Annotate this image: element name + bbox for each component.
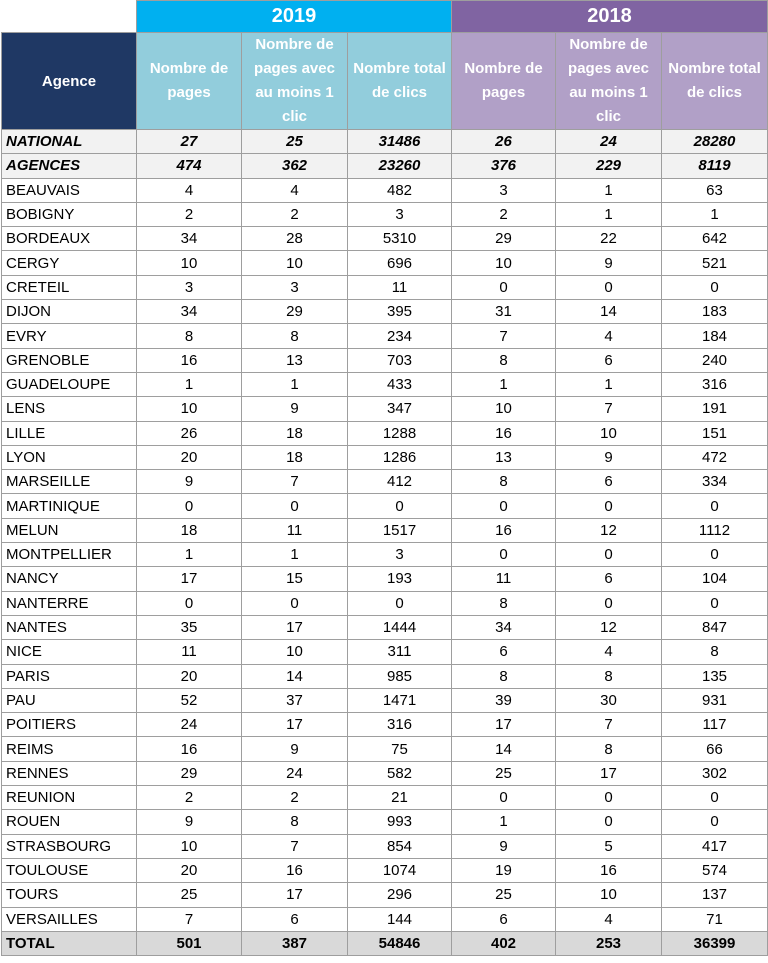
table-row — [2, 664, 768, 688]
table-row — [2, 178, 768, 202]
value-cell: 8 — [452, 591, 556, 615]
summary-row — [2, 154, 768, 178]
col-2019-nb-pages: Nombre de pages — [137, 33, 242, 130]
value-cell: 412 — [348, 470, 452, 494]
table-row — [2, 494, 768, 518]
value-cell: 334 — [662, 470, 768, 494]
agency-name: NANTERRE — [2, 591, 137, 615]
value-cell: 11 — [348, 275, 452, 299]
table-row — [2, 567, 768, 591]
value-cell: 347 — [348, 397, 452, 421]
value-cell: 7 — [242, 834, 348, 858]
table-row — [2, 883, 768, 907]
table-row — [2, 713, 768, 737]
agency-name: MARTINIQUE — [2, 494, 137, 518]
value-cell: 0 — [452, 786, 556, 810]
value-cell: 2 — [137, 202, 242, 226]
value-cell: 0 — [556, 591, 662, 615]
value-cell: 35 — [137, 615, 242, 639]
value-cell: 10 — [137, 251, 242, 275]
value-cell: 296 — [348, 883, 452, 907]
agency-name: MARSEILLE — [2, 470, 137, 494]
value-cell: 21 — [348, 786, 452, 810]
agency-name: EVRY — [2, 324, 137, 348]
value-cell: 10 — [452, 251, 556, 275]
table-row — [2, 324, 768, 348]
year-2019-header: 2019 — [137, 1, 452, 33]
value-cell: 22 — [556, 227, 662, 251]
value-cell: 1 — [662, 202, 768, 226]
value-cell: 395 — [348, 300, 452, 324]
table-row — [2, 202, 768, 226]
value-cell: 985 — [348, 664, 452, 688]
value-cell: 27 — [137, 130, 242, 154]
value-cell: 521 — [662, 251, 768, 275]
value-cell: 6 — [556, 567, 662, 591]
value-cell: 117 — [662, 713, 768, 737]
value-cell: 993 — [348, 810, 452, 834]
value-cell: 7 — [452, 324, 556, 348]
agency-name: BEAUVAIS — [2, 178, 137, 202]
agency-name: DIJON — [2, 300, 137, 324]
col-2019-nb-pages-clic: Nombre de pages avec au moins 1 clic — [242, 33, 348, 130]
value-cell: 52 — [137, 688, 242, 712]
value-cell: 474 — [137, 154, 242, 178]
value-cell: 0 — [662, 591, 768, 615]
value-cell: 16 — [137, 737, 242, 761]
value-cell: 2 — [242, 202, 348, 226]
value-cell: 3 — [452, 178, 556, 202]
value-cell: 14 — [556, 300, 662, 324]
value-cell: 15 — [242, 567, 348, 591]
table-row — [2, 591, 768, 615]
value-cell: 0 — [662, 494, 768, 518]
value-cell: 1 — [137, 543, 242, 567]
value-cell: 28 — [242, 227, 348, 251]
value-cell: 26 — [452, 130, 556, 154]
value-cell: 31486 — [348, 130, 452, 154]
value-cell: 0 — [348, 591, 452, 615]
value-cell: 5310 — [348, 227, 452, 251]
table-row — [2, 615, 768, 639]
value-cell: 8 — [242, 324, 348, 348]
table-row — [2, 761, 768, 785]
value-cell: 642 — [662, 227, 768, 251]
value-cell: 703 — [348, 348, 452, 372]
value-cell: 10 — [452, 397, 556, 421]
value-cell: 26 — [137, 421, 242, 445]
value-cell: 0 — [556, 275, 662, 299]
value-cell: 402 — [452, 931, 556, 955]
value-cell: 16 — [452, 421, 556, 445]
value-cell: 24 — [137, 713, 242, 737]
agency-name: ROUEN — [2, 810, 137, 834]
value-cell: 17 — [556, 761, 662, 785]
agency-name: PARIS — [2, 664, 137, 688]
value-cell: 0 — [452, 494, 556, 518]
value-cell: 3 — [348, 202, 452, 226]
summary-row — [2, 130, 768, 154]
agency-name: MELUN — [2, 518, 137, 542]
value-cell: 20 — [137, 445, 242, 469]
col-2018-nb-clics: Nombre total de clics — [662, 33, 768, 130]
value-cell: 17 — [242, 615, 348, 639]
agency-name: AGENCES — [2, 154, 137, 178]
corner-blank — [2, 1, 137, 33]
value-cell: 18 — [242, 445, 348, 469]
table-row — [2, 786, 768, 810]
agency-name: RENNES — [2, 761, 137, 785]
value-cell: 14 — [452, 737, 556, 761]
value-cell: 29 — [242, 300, 348, 324]
agency-name: TOULOUSE — [2, 858, 137, 882]
value-cell: 3 — [348, 543, 452, 567]
value-cell: 2 — [242, 786, 348, 810]
value-cell: 0 — [556, 494, 662, 518]
value-cell: 20 — [137, 664, 242, 688]
value-cell: 6 — [452, 907, 556, 931]
value-cell: 417 — [662, 834, 768, 858]
table-row — [2, 300, 768, 324]
value-cell: 8 — [137, 324, 242, 348]
agency-name: REIMS — [2, 737, 137, 761]
value-cell: 9 — [556, 251, 662, 275]
value-cell: 8 — [452, 470, 556, 494]
value-cell: 12 — [556, 518, 662, 542]
value-cell: 23260 — [348, 154, 452, 178]
value-cell: 16 — [242, 858, 348, 882]
value-cell: 13 — [452, 445, 556, 469]
value-cell: 144 — [348, 907, 452, 931]
value-cell: 1 — [452, 372, 556, 396]
value-cell: 0 — [556, 786, 662, 810]
value-cell: 311 — [348, 640, 452, 664]
agency-name: CRETEIL — [2, 275, 137, 299]
value-cell: 2 — [452, 202, 556, 226]
value-cell: 6 — [556, 348, 662, 372]
value-cell: 316 — [662, 372, 768, 396]
value-cell: 1074 — [348, 858, 452, 882]
value-cell: 17 — [452, 713, 556, 737]
value-cell: 10 — [556, 421, 662, 445]
value-cell: 240 — [662, 348, 768, 372]
table-row — [2, 518, 768, 542]
value-cell: 9 — [137, 470, 242, 494]
col-2018-nb-pages: Nombre de pages — [452, 33, 556, 130]
agency-name: MONTPELLIER — [2, 543, 137, 567]
value-cell: 6 — [452, 640, 556, 664]
value-cell: 0 — [137, 494, 242, 518]
value-cell: 0 — [662, 810, 768, 834]
year-2018-header: 2018 — [452, 1, 768, 33]
value-cell: 931 — [662, 688, 768, 712]
table-row — [2, 907, 768, 931]
value-cell: 184 — [662, 324, 768, 348]
value-cell: 2 — [137, 786, 242, 810]
value-cell: 7 — [556, 397, 662, 421]
value-cell: 8 — [242, 810, 348, 834]
value-cell: 4 — [242, 178, 348, 202]
value-cell: 34 — [452, 615, 556, 639]
value-cell: 8 — [452, 348, 556, 372]
value-cell: 4 — [137, 178, 242, 202]
value-cell: 253 — [556, 931, 662, 955]
value-cell: 1 — [452, 810, 556, 834]
value-cell: 10 — [137, 834, 242, 858]
value-cell: 0 — [556, 543, 662, 567]
agency-name: REUNION — [2, 786, 137, 810]
agency-name: TOTAL — [2, 931, 137, 955]
value-cell: 183 — [662, 300, 768, 324]
value-cell: 0 — [242, 494, 348, 518]
value-cell: 0 — [662, 786, 768, 810]
table-row — [2, 810, 768, 834]
value-cell: 0 — [556, 810, 662, 834]
value-cell: 1 — [242, 372, 348, 396]
col-2018-nb-pages-clic: Nombre de pages avec au moins 1 clic — [556, 33, 662, 130]
value-cell: 16 — [556, 858, 662, 882]
value-cell: 18 — [137, 518, 242, 542]
table-row — [2, 834, 768, 858]
table-row — [2, 445, 768, 469]
table-row — [2, 470, 768, 494]
value-cell: 1288 — [348, 421, 452, 445]
table-row — [2, 251, 768, 275]
value-cell: 9 — [556, 445, 662, 469]
value-cell: 8 — [556, 737, 662, 761]
table-row — [2, 640, 768, 664]
column-header-row — [2, 33, 768, 130]
agency-name: VERSAILLES — [2, 907, 137, 931]
value-cell: 1 — [556, 178, 662, 202]
stats-table-body — [2, 1, 768, 956]
value-cell: 16 — [452, 518, 556, 542]
value-cell: 9 — [242, 397, 348, 421]
value-cell: 30 — [556, 688, 662, 712]
value-cell: 13 — [242, 348, 348, 372]
value-cell: 9 — [452, 834, 556, 858]
value-cell: 7 — [137, 907, 242, 931]
value-cell: 0 — [662, 275, 768, 299]
value-cell: 14 — [242, 664, 348, 688]
table-row — [2, 688, 768, 712]
value-cell: 25 — [137, 883, 242, 907]
value-cell: 5 — [556, 834, 662, 858]
agency-name: LENS — [2, 397, 137, 421]
value-cell: 0 — [452, 543, 556, 567]
agency-name: LYON — [2, 445, 137, 469]
value-cell: 234 — [348, 324, 452, 348]
value-cell: 472 — [662, 445, 768, 469]
table-row — [2, 858, 768, 882]
value-cell: 387 — [242, 931, 348, 955]
value-cell: 8119 — [662, 154, 768, 178]
value-cell: 19 — [452, 858, 556, 882]
value-cell: 63 — [662, 178, 768, 202]
value-cell: 34 — [137, 300, 242, 324]
value-cell: 17 — [137, 567, 242, 591]
value-cell: 362 — [242, 154, 348, 178]
agency-name: TOURS — [2, 883, 137, 907]
value-cell: 37 — [242, 688, 348, 712]
value-cell: 104 — [662, 567, 768, 591]
value-cell: 16 — [137, 348, 242, 372]
value-cell: 31 — [452, 300, 556, 324]
agency-name: CERGY — [2, 251, 137, 275]
value-cell: 0 — [348, 494, 452, 518]
agency-name: NANCY — [2, 567, 137, 591]
table-row — [2, 348, 768, 372]
table-row — [2, 227, 768, 251]
value-cell: 6 — [242, 907, 348, 931]
value-cell: 20 — [137, 858, 242, 882]
value-cell: 17 — [242, 713, 348, 737]
value-cell: 10 — [556, 883, 662, 907]
value-cell: 135 — [662, 664, 768, 688]
value-cell: 28280 — [662, 130, 768, 154]
value-cell: 25 — [242, 130, 348, 154]
value-cell: 582 — [348, 761, 452, 785]
value-cell: 1 — [137, 372, 242, 396]
value-cell: 11 — [452, 567, 556, 591]
value-cell: 574 — [662, 858, 768, 882]
value-cell: 1444 — [348, 615, 452, 639]
value-cell: 39 — [452, 688, 556, 712]
value-cell: 8 — [662, 640, 768, 664]
value-cell: 54846 — [348, 931, 452, 955]
value-cell: 75 — [348, 737, 452, 761]
value-cell: 25 — [452, 761, 556, 785]
value-cell: 71 — [662, 907, 768, 931]
value-cell: 433 — [348, 372, 452, 396]
value-cell: 7 — [556, 713, 662, 737]
agency-name: BORDEAUX — [2, 227, 137, 251]
value-cell: 10 — [137, 397, 242, 421]
value-cell: 9 — [137, 810, 242, 834]
total-row — [2, 931, 768, 955]
agency-name: NICE — [2, 640, 137, 664]
table-row — [2, 275, 768, 299]
table-row — [2, 397, 768, 421]
value-cell: 0 — [242, 591, 348, 615]
stats-table — [1, 0, 768, 956]
agence-column-header: Agence — [2, 33, 137, 130]
value-cell: 24 — [242, 761, 348, 785]
value-cell: 482 — [348, 178, 452, 202]
table-row — [2, 543, 768, 567]
value-cell: 0 — [662, 543, 768, 567]
value-cell: 191 — [662, 397, 768, 421]
table-row — [2, 737, 768, 761]
value-cell: 10 — [242, 640, 348, 664]
value-cell: 9 — [242, 737, 348, 761]
value-cell: 193 — [348, 567, 452, 591]
agency-name: NANTES — [2, 615, 137, 639]
value-cell: 29 — [452, 227, 556, 251]
agency-name: PAU — [2, 688, 137, 712]
value-cell: 10 — [242, 251, 348, 275]
value-cell: 696 — [348, 251, 452, 275]
value-cell: 11 — [242, 518, 348, 542]
value-cell: 302 — [662, 761, 768, 785]
value-cell: 6 — [556, 470, 662, 494]
agency-name: LILLE — [2, 421, 137, 445]
agency-name: NATIONAL — [2, 130, 137, 154]
value-cell: 3 — [242, 275, 348, 299]
year-header-row — [2, 1, 768, 33]
value-cell: 3 — [137, 275, 242, 299]
value-cell: 229 — [556, 154, 662, 178]
value-cell: 29 — [137, 761, 242, 785]
value-cell: 4 — [556, 640, 662, 664]
agency-name: BOBIGNY — [2, 202, 137, 226]
value-cell: 1471 — [348, 688, 452, 712]
value-cell: 8 — [556, 664, 662, 688]
value-cell: 4 — [556, 907, 662, 931]
value-cell: 501 — [137, 931, 242, 955]
value-cell: 1112 — [662, 518, 768, 542]
value-cell: 1 — [556, 372, 662, 396]
value-cell: 17 — [242, 883, 348, 907]
value-cell: 11 — [137, 640, 242, 664]
value-cell: 66 — [662, 737, 768, 761]
value-cell: 4 — [556, 324, 662, 348]
value-cell: 376 — [452, 154, 556, 178]
value-cell: 1517 — [348, 518, 452, 542]
value-cell: 24 — [556, 130, 662, 154]
value-cell: 854 — [348, 834, 452, 858]
value-cell: 0 — [137, 591, 242, 615]
value-cell: 316 — [348, 713, 452, 737]
value-cell: 7 — [242, 470, 348, 494]
value-cell: 847 — [662, 615, 768, 639]
agency-name: GUADELOUPE — [2, 372, 137, 396]
value-cell: 25 — [452, 883, 556, 907]
col-2019-nb-clics: Nombre total de clics — [348, 33, 452, 130]
value-cell: 34 — [137, 227, 242, 251]
value-cell: 18 — [242, 421, 348, 445]
value-cell: 8 — [452, 664, 556, 688]
value-cell: 1286 — [348, 445, 452, 469]
agency-name: POITIERS — [2, 713, 137, 737]
agency-name: GRENOBLE — [2, 348, 137, 372]
value-cell: 1 — [242, 543, 348, 567]
agency-name: STRASBOURG — [2, 834, 137, 858]
value-cell: 36399 — [662, 931, 768, 955]
value-cell: 1 — [556, 202, 662, 226]
table-row — [2, 372, 768, 396]
value-cell: 137 — [662, 883, 768, 907]
value-cell: 0 — [452, 275, 556, 299]
table-row — [2, 421, 768, 445]
value-cell: 151 — [662, 421, 768, 445]
value-cell: 12 — [556, 615, 662, 639]
